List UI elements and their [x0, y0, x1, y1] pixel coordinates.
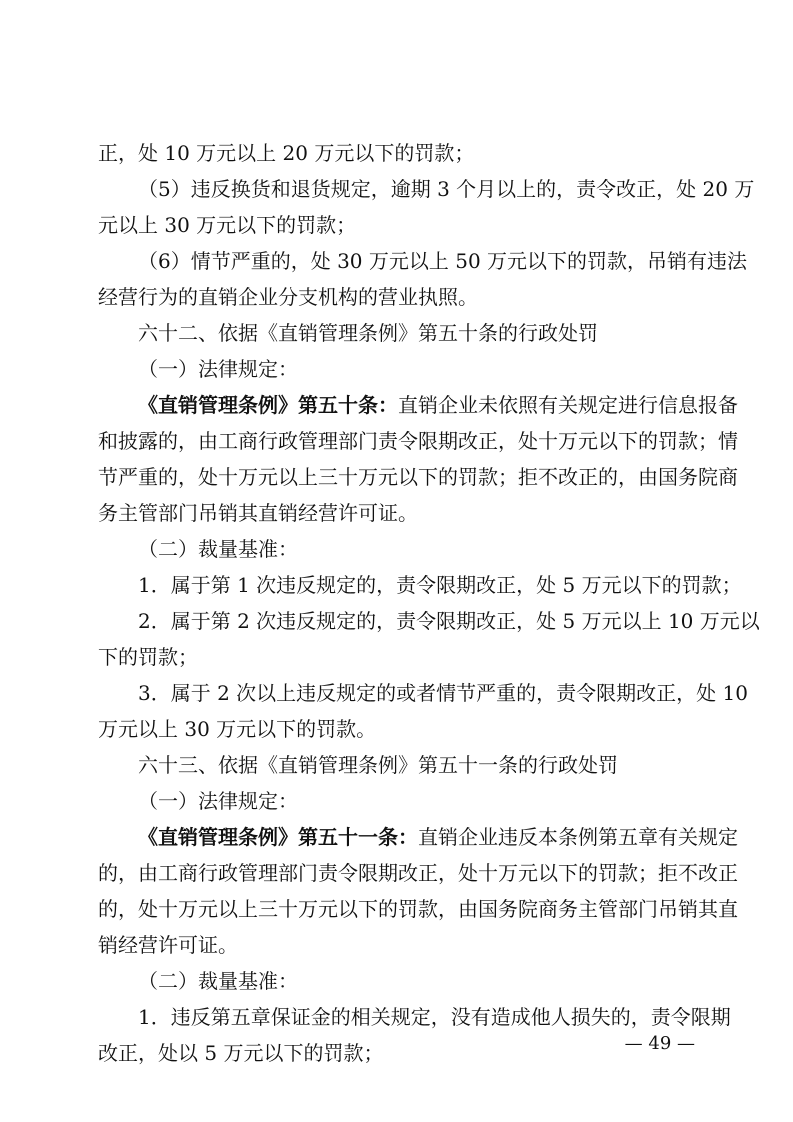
- paragraph-line-3: 元以上 30 万元以下的罚款；: [98, 213, 357, 237]
- standard-item-63-1-line-1: 1．违反第五章保证金的相关规定，没有造成他人损失的，责令限期: [138, 1005, 731, 1029]
- standard-item-62-3-line-1: 3．属于 2 次以上违反规定的或者情节严重的，责令限期改正，处 10: [138, 681, 748, 705]
- legal-provision-line-63-3: 的，处十万元以上三十万元以下的罚款，由国务院商务主管部门吊销其直: [98, 897, 738, 921]
- paragraph-line-4: （6）情节严重的，处 30 万元以上 50 万元以下的罚款，吊销有违法: [138, 249, 748, 273]
- standard-item-62-1: 1．属于第 1 次违反规定的，责令限期改正，处 5 万元以下的罚款；: [138, 573, 742, 597]
- legal-provision-line-63-2: 的，由工商行政管理部门责令限期改正，处十万元以下的罚款；拒不改正: [98, 861, 738, 885]
- legal-provision-line-62-4: 务主管部门吊销其直销经营许可证。: [98, 501, 418, 525]
- paragraph-line-2: （5）违反换货和退货规定，逾期 3 个月以上的，责令改正，处 20 万: [138, 177, 755, 201]
- legal-provision-line-63-4: 销经营许可证。: [98, 933, 238, 957]
- subheading-discretion-standard-62: （二）裁量基准：: [138, 537, 298, 561]
- regulation-text-63: 直销企业违反本条例第五章有关规定: [418, 825, 738, 849]
- page-number: — 49 —: [624, 1033, 695, 1054]
- regulation-title-63: 《直销管理条例》第五十一条：: [138, 825, 418, 849]
- standard-item-62-2-line-1: 2．属于第 2 次违反规定的，责令限期改正，处 5 万元以上 10 万元以: [138, 609, 760, 633]
- section-heading-62: 六十二、依据《直销管理条例》第五十条的行政处罚: [138, 321, 598, 345]
- legal-provision-line-62-3: 节严重的，处十万元以上三十万元以下的罚款；拒不改正的，由国务院商: [98, 465, 738, 489]
- legal-provision-line-62-1: [138, 387, 738, 423]
- subheading-legal-provision-63: （一）法律规定：: [138, 789, 298, 813]
- subheading-discretion-standard-63: （二）裁量基准：: [138, 969, 298, 993]
- legal-provision-line-63-1: [138, 819, 738, 855]
- legal-provision-line-62-2: 和披露的，由工商行政管理部门责令限期改正，处十万元以下的罚款；情: [98, 429, 738, 453]
- subheading-legal-provision-62: （一）法律规定：: [138, 357, 298, 381]
- section-heading-63: 六十三、依据《直销管理条例》第五十一条的行政处罚: [138, 753, 618, 777]
- regulation-text-62: 直销企业未依照有关规定进行信息报备: [398, 393, 738, 417]
- regulation-title-62: 《直销管理条例》第五十条：: [138, 393, 398, 417]
- standard-item-62-2-line-2: 下的罚款；: [98, 645, 198, 669]
- standard-item-63-1-line-2: 改正，处以 5 万元以下的罚款；: [98, 1041, 384, 1065]
- paragraph-line-1: 正，处 10 万元以上 20 万元以下的罚款；: [98, 141, 475, 165]
- paragraph-line-5: 经营行为的直销企业分支机构的营业执照。: [98, 285, 478, 309]
- standard-item-62-3-line-2: 万元以上 30 万元以下的罚款。: [98, 717, 377, 741]
